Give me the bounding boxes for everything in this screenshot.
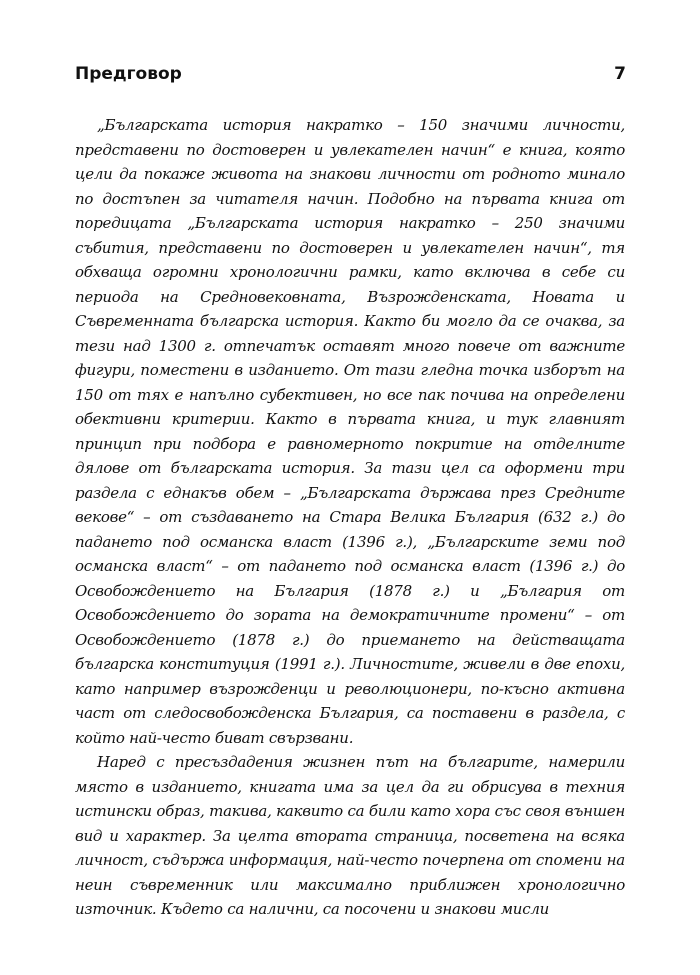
body-text — [75, 113, 625, 922]
page-header — [75, 64, 626, 94]
page-number: 7 — [614, 64, 626, 84]
paragraph: „Българската история накратко – 150 значими личности, представени по достоверен и увлекателен начин“ е книга, която цели да покаже живота на знакови личности от родното минало по достъпен за читателя начин. Подобно на първата книга от поредицата „Българската история накратко – 250 значими събития, представени по достоверен и увлекателен начин“, тя обхваща огромни хронологични рамки, като включва в себе си периода на Средновековната, Възрожденската, Новата и Съвременната българска история. Както би могло да се очаква, за тези над 1300 г. отпечатък оставят много повече от важните фигури, поместени в изданието. От тази гледна точка изборът на 150 от тях е напълно субективен, но все пак почива на определени обективни критерии. Както в първата книга, и тук главният принцип при подбора е равномерното покритие на отделните дялове от българската история. За тази цел са оформени три раздела с еднакъв обем – „Българската държава през Средните векове“ – от създаването на Стара Велика България (632 г.) до падането под османска власт (1396 г.), „Българските земи под османска власт“ – от падането под османска власт (1396 г.) до Освобождението на България (1878 г.) и „България от Освобождението до зората на демократичните промени“ – от Освобождението (1878 г.) до приемането на действащата българска конституция (1991 г.). Личностите, живели в две епохи, като например възрожденци и революционери, по-късно активна част от следосвобожденска България, са поставени в раздела, с който най-често биват свързвани. — [75, 116, 625, 747]
chapter-title: Предговор — [75, 64, 182, 84]
paragraph: Наред с пресъздадения жизнен път на българите, намерили място в изданието, книгата има за цел да ги обрисува в техния истински образ, такива, каквито са били като хора със своя външен вид и характер. За целта втората страница, посветена на всяка личност, съдържа информация, най-често почерпена от спомени на неин съвременник или максимално приближен хронологично източник. Където са налични, са посочени и знакови мисли — [75, 753, 625, 918]
